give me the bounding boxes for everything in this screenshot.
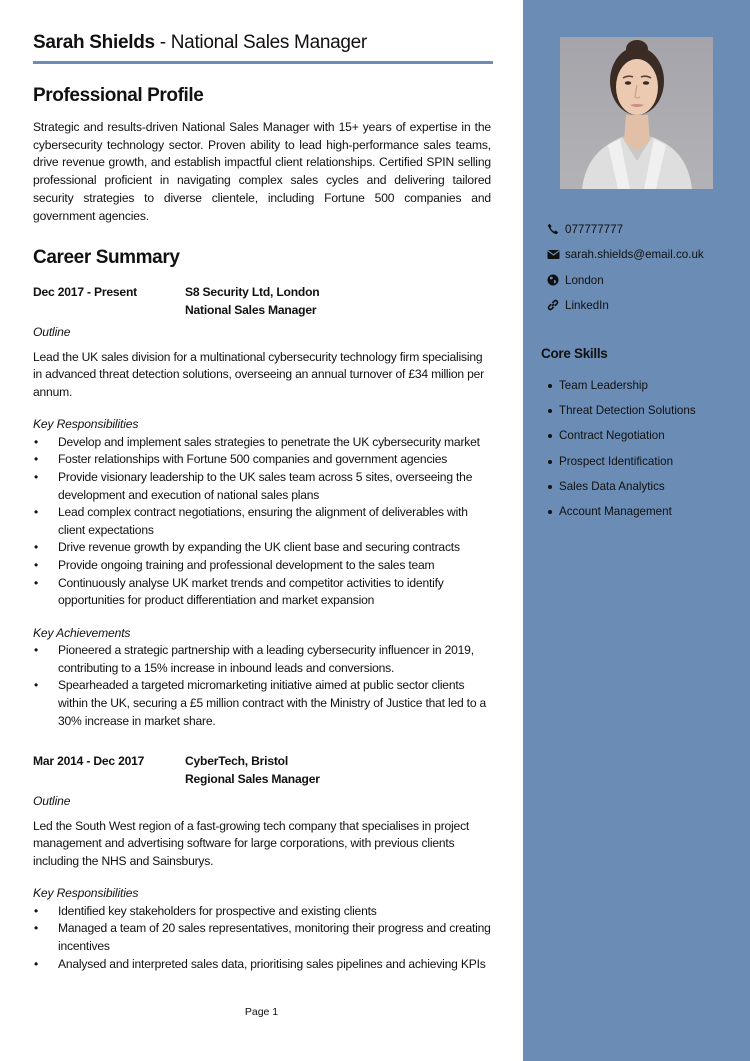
- candidate-role: National Sales Manager: [170, 32, 367, 53]
- sidebar: [523, 0, 750, 1061]
- contact-list: [547, 221, 704, 323]
- list-item: • Identified key stakeholders for prospective and existing clients: [33, 903, 495, 921]
- responsibilities-label: Key Responsibilities: [33, 886, 139, 901]
- list-item: • Analysed and interpreted sales data, prioritising sales pipelines and achieving KPIs: [33, 956, 495, 974]
- skill-item: Team Leadership: [541, 377, 696, 402]
- outline-label: Outline: [33, 325, 71, 339]
- job-entry: [33, 284, 493, 730]
- responsibilities-label: Key Responsibilities: [33, 417, 139, 432]
- skill-item: Prospect Identification: [541, 453, 696, 478]
- job-outline: Lead the UK sales division for a multinational cybersecurity technology firm specialising in advanced threat detection solutions, overseeing an annual turnover of £34 million per annum.: [33, 349, 484, 399]
- phone-icon: [547, 223, 559, 235]
- list-item: • Managed a team of 20 sales representatives, monitoring their progress and creating incentives: [33, 920, 495, 955]
- job-title: National Sales Manager: [185, 302, 317, 317]
- job-dates: Dec 2017 - Present: [33, 285, 137, 299]
- contact-location: [547, 272, 704, 297]
- profile-heading: Professional Profile: [33, 85, 204, 106]
- profile-photo: [560, 37, 713, 189]
- contact-text: LinkedIn: [565, 299, 609, 313]
- envelope-icon: [547, 248, 560, 260]
- list-item: • Pioneered a strategic partnership with a leading cybersecurity influencer in 2019, contributing to a 15% increase in inbound leads and conversions.: [33, 642, 495, 677]
- job-entry: [33, 753, 493, 973]
- list-item: • Provide ongoing training and professional development to the sales team: [33, 557, 493, 575]
- job-company: S8 Security Ltd, London: [185, 285, 320, 299]
- list-item: • Provide visionary leadership to the UK sales team across 5 sites, overseeing the development and execution of national sales plans: [33, 469, 493, 504]
- page-title: [33, 30, 493, 56]
- candidate-name: Sarah Shields: [33, 32, 155, 53]
- contact-text: sarah.shields@email.co.uk: [565, 248, 704, 262]
- globe-icon: [547, 274, 559, 286]
- responsibilities-list: [33, 903, 495, 973]
- job-header: [33, 753, 493, 789]
- achievements-list: [33, 642, 495, 730]
- job-title: Regional Sales Manager: [185, 771, 320, 786]
- contact-phone[interactable]: [547, 221, 704, 246]
- list-item: • Drive revenue growth by expanding the UK client base and securing contracts: [33, 539, 493, 557]
- profile-text: Strategic and results-driven National Sales Manager with 15+ years of expertise in the cybersecurity technology sector. Proven ability to lead high-performance sales teams, drive revenue growth, and establish impactful client relationships. Certified SPIN selling professional proficient in navigating complex sales cycles and delivering tailored security strategies to diverse clientele, including Fortune 500 companies and government agencies.: [33, 120, 491, 223]
- main-column: [33, 30, 493, 971]
- skills-list: [541, 377, 696, 528]
- contact-linkedin[interactable]: [547, 297, 704, 322]
- list-item: • Develop and implement sales strategies to penetrate the UK cybersecurity market: [33, 434, 493, 452]
- list-item: • Continuously analyse UK market trends and competitor activities to identify opportunities for product differentiation and market expansion: [33, 575, 493, 610]
- header-divider: [33, 61, 493, 64]
- contact-text: 077777777: [565, 223, 624, 236]
- portrait-illustration: [560, 37, 713, 189]
- responsibilities-list: [33, 434, 493, 610]
- page-number-text: Page 1: [244, 1006, 279, 1018]
- achievements-label: Key Achievements: [33, 625, 131, 640]
- career-heading: Career Summary: [33, 247, 180, 268]
- list-item: • Lead complex contract negotiations, ensuring the alignment of deliverables with client expectations: [33, 504, 493, 539]
- link-icon: [547, 299, 559, 311]
- outline-label: Outline: [33, 794, 71, 808]
- skill-item: Account Management: [541, 503, 696, 528]
- list-item: • Spearheaded a targeted micromarketing initiative aimed at public sector clients within the UK, securing a £5 million contract with the Ministry of Justice that led to a 30% increase in market share.: [33, 677, 495, 730]
- contact-text: London: [565, 273, 604, 287]
- skill-item: Sales Data Analytics: [541, 478, 696, 503]
- job-outline: Led the South West region of a fast-growing tech company that specialises in project management and advertising software for large corporations, with previous clients including the NHS and Sainsburys.: [33, 818, 470, 868]
- list-item: • Foster relationships with Fortune 500 companies and government agencies: [33, 451, 493, 469]
- skill-item: Contract Negotiation: [541, 427, 696, 452]
- skills-heading: Core Skills: [541, 346, 608, 361]
- title-separator: -: [154, 32, 171, 53]
- job-header: [33, 284, 493, 320]
- skill-item: Threat Detection Solutions: [541, 402, 696, 427]
- job-dates: Mar 2014 - Dec 2017: [33, 754, 145, 768]
- job-company: CyberTech, Bristol: [185, 754, 289, 768]
- contact-email[interactable]: [547, 246, 704, 271]
